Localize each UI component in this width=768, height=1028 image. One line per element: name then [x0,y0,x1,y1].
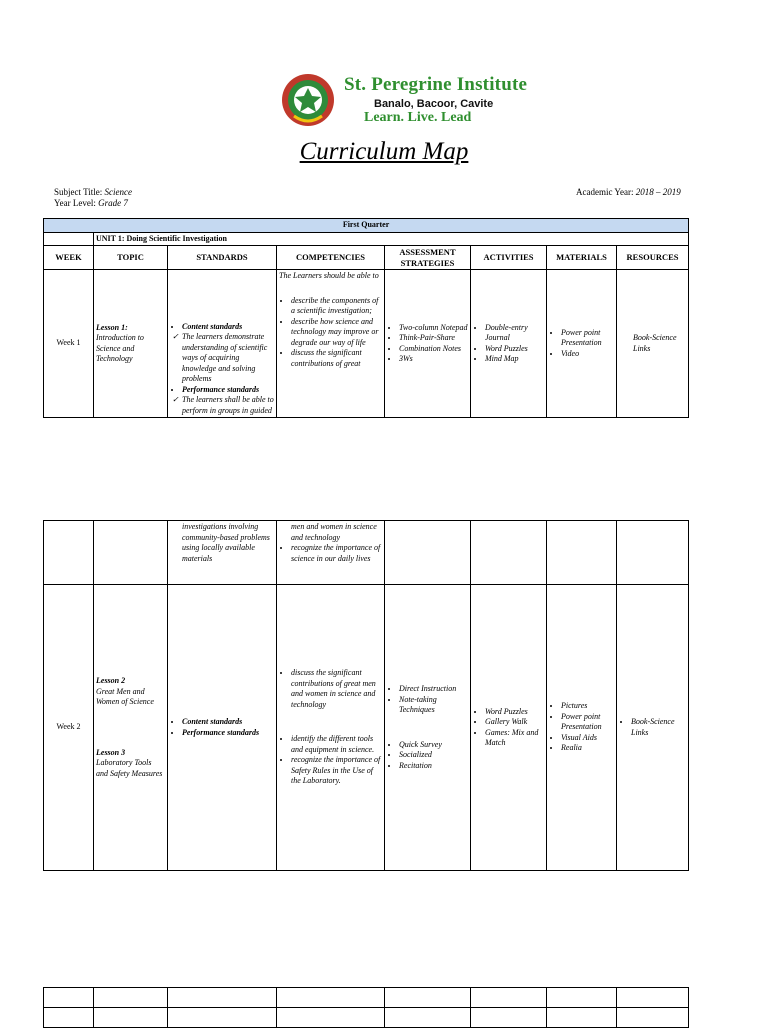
col-header-competencies: COMPETENCIES [277,246,385,270]
content-standards-text: ✓ The learners demonstrate understanding of scientific ways of acquiring knowledge and solving problems [182,332,274,385]
list-item: • Games: Mix and Match [485,728,544,749]
list-item: • Gallery Walk [485,717,544,728]
list-item: • Power point Presentation [561,328,614,349]
col-header-week: WEEK [44,246,94,270]
standards-continuation: investigations involving community-based problems using locally available materials [168,521,277,585]
list-item: • Recitation [399,761,468,772]
list-item: • 3Ws [399,354,468,365]
lesson-label: Lesson 1: [96,322,128,332]
curriculum-table-part3 [43,987,689,1028]
institution-address: Banalo, Bacoor, Cavite [374,98,494,110]
list-item: • Realia [561,743,614,754]
topic-cell [94,270,168,418]
standards-cell [168,585,277,871]
lesson-title: Laboratory Tools and Safety Measures [96,758,163,778]
curriculum-table-part2 [43,520,689,871]
col-header-assessment: ASSESSMENT STRATEGIES [385,246,471,270]
week-cell: Week 1 [44,270,94,418]
list-item: • Content standards [182,717,274,728]
competencies-continuation [277,521,385,585]
lesson-label: Lesson 2 [96,676,126,685]
week-cell: Week 2 [44,585,94,871]
list-item: • Direct Instruction [399,684,468,695]
resources-cell: Book-Science Links [617,270,689,418]
institution-motto: Learn. Live. Lead [364,110,472,125]
activities-cell [471,270,547,418]
list-item: • recognize the importance of Safety Rules in the Use of the Laboratory. [291,755,382,787]
lesson-title: Great Men and Women of Science [96,686,154,706]
resources-cell [617,585,689,871]
topic-cell [94,585,168,871]
list-item: • Visual Aids [561,733,614,744]
competencies-cell [277,270,385,418]
list-item: • Word Puzzles [485,344,544,355]
list-item: • describe how science and technology may improve or degrade our way of life [291,317,382,349]
materials-cell [547,270,617,418]
list-item: • Book-Science Links [631,717,686,738]
list-item: • Power point Presentation [561,712,614,733]
col-header-resources: RESOURCES [617,246,689,270]
list-item: • Performance standards [182,728,274,739]
lesson-label: Lesson 3 [96,747,126,757]
list-item: • recognize the importance of science in our daily lives [291,543,382,564]
table-row-week2 [44,585,689,871]
list-item: • Combination Notes [399,344,468,355]
year-value: Grade 7 [98,198,128,208]
page-title: Curriculum Map [299,138,469,165]
institution-name: St. Peregrine Institute [344,74,528,95]
subject-value: Science [104,187,132,197]
academic-year-label: Academic Year: [576,187,634,197]
list-item: • describe the components of a scientific investigation; [291,296,382,317]
list-item: • Note-taking Techniques [399,695,468,716]
activities-cell [471,585,547,871]
col-header-materials: MATERIALS [547,246,617,270]
subject-line [54,187,132,197]
col-header-topic: TOPIC [94,246,168,270]
assessment-cell [385,270,471,418]
assessment-cell [385,585,471,871]
list-item: • Pictures [561,701,614,712]
table-row [44,988,689,1008]
list-item: • Two-column Notepad [399,323,468,334]
year-label: Year Level: [54,198,96,208]
year-level-line [54,198,128,208]
col-header-standards: STANDARDS [168,246,277,270]
materials-cell [547,585,617,871]
curriculum-table-part1 [43,218,689,418]
institution-header [0,70,768,132]
performance-standards-text: ✓ The learners shall be able to perform in groups in guided [182,395,274,416]
academic-year-line [576,187,681,197]
performance-standards-label: • Performance standards [182,385,274,396]
list-item: • Word Puzzles [485,707,544,718]
list-item: • identify the different tools and equipment in science. [291,734,382,755]
list-item: • Socialized [399,750,468,761]
table-row-week1 [44,270,689,418]
lesson-title: Introduction to Science and Technology [96,333,144,363]
list-item: • Mind Map [485,354,544,365]
list-item: • Quick Survey [399,740,468,751]
competencies-intro: The Learners should be able to [279,271,379,280]
school-seal-icon [280,72,336,128]
list-item: • Double-entry Journal [485,323,544,344]
competencies-cell [277,585,385,871]
table-row-continuation [44,521,689,585]
col-header-activities: ACTIVITIES [471,246,547,270]
list-item: • Video [561,349,614,360]
standards-cell [168,270,277,418]
unit-heading: UNIT 1: Doing Scientific Investigation [94,232,689,246]
academic-year-value: 2018 – 2019 [635,187,681,197]
list-item: • Think-Pair-Share [399,333,468,344]
list-item: • discuss the significant contributions of great [291,348,382,369]
subject-label: Subject Title: [54,187,103,197]
content-standards-label: • Content standards [182,322,274,333]
list-item: • discuss the significant contributions of great men and women in science and technology [291,668,382,710]
quarter-heading: First Quarter [44,219,689,233]
table-row [44,1008,689,1028]
competencies-continuation-text: men and women in science and technology [291,522,377,542]
